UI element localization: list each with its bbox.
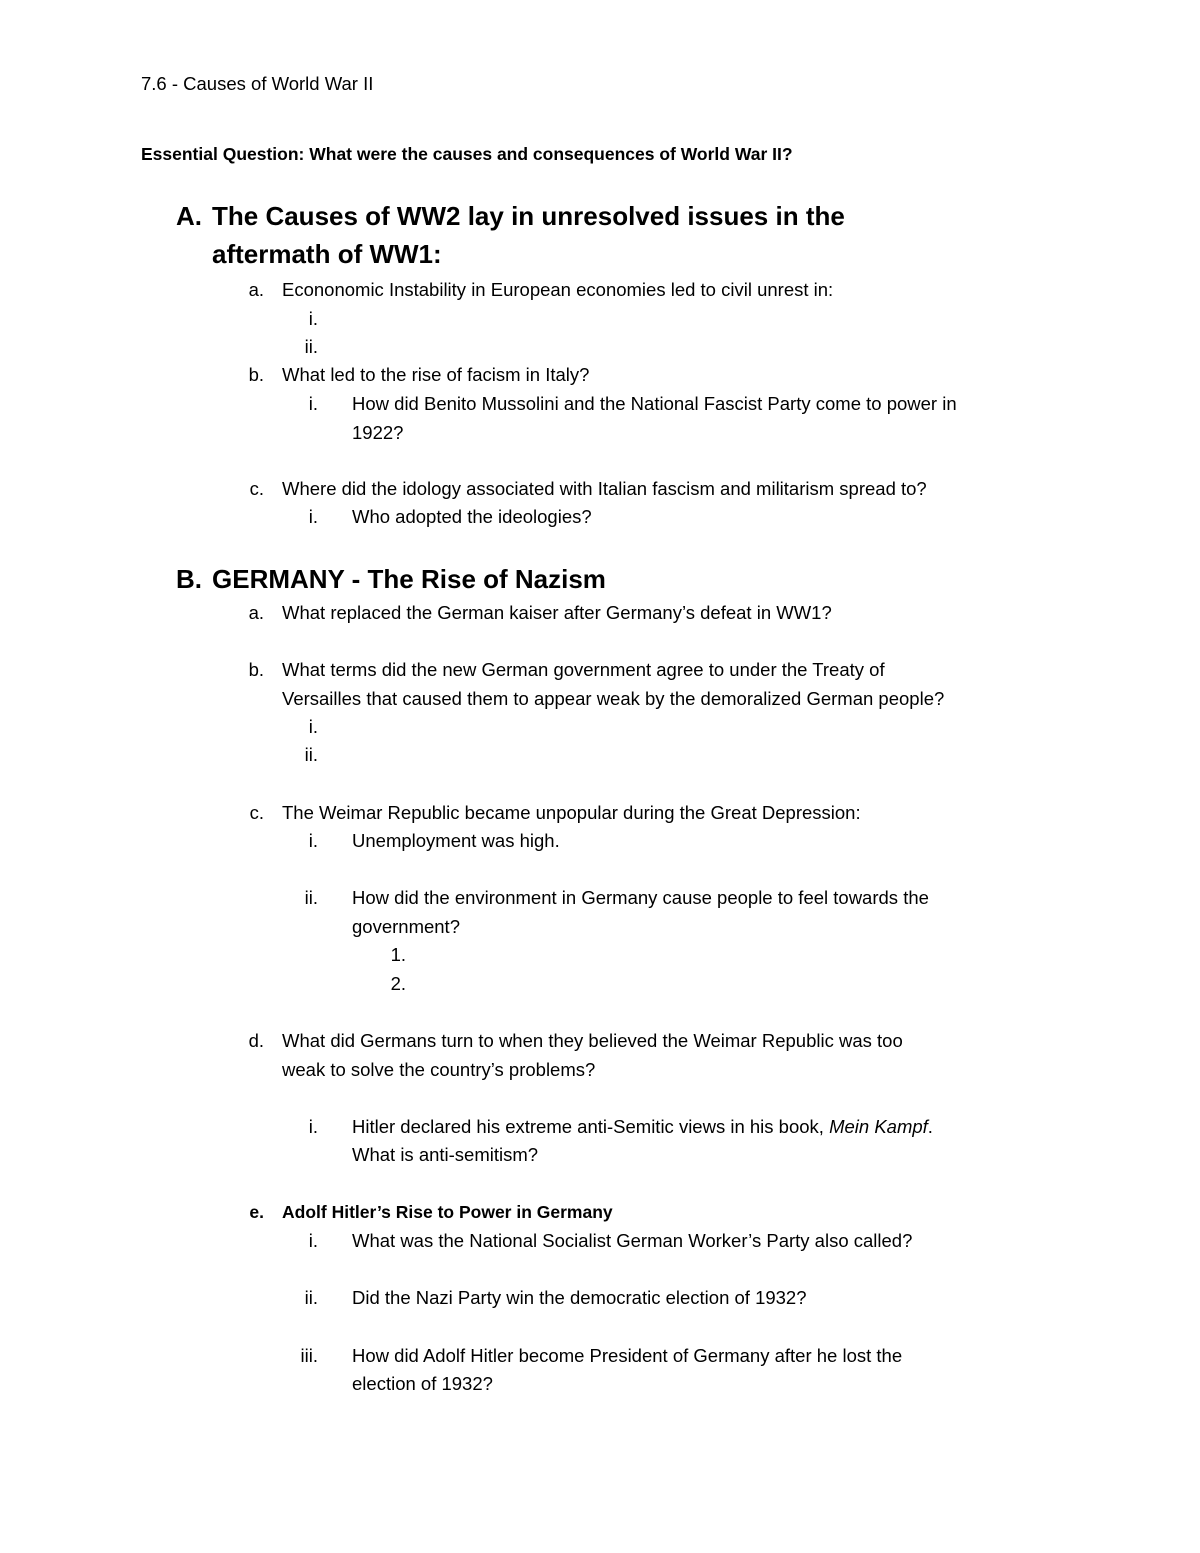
list-item-text: What terms did the new German government agree to under the Treaty of	[282, 659, 885, 680]
list-item-text: How did Benito Mussolini and the National Fascist Party come to power in	[352, 393, 957, 414]
list-marker: i.	[308, 506, 318, 527]
list-marker: ii.	[304, 887, 318, 908]
list-item-text-cont: government?	[352, 916, 460, 937]
list-item-text	[352, 1118, 933, 1137]
list-marker: b.	[248, 659, 264, 680]
list-marker: iii.	[300, 1345, 318, 1366]
list-item-text-cont: weak to solve the country’s problems?	[282, 1059, 596, 1080]
list-marker: ii.	[304, 336, 318, 357]
list-item-text: Did the Nazi Party win the democratic election of 1932?	[352, 1287, 807, 1308]
list-marker: c.	[249, 478, 264, 499]
list-item-text: Unemployment was high.	[352, 830, 560, 851]
list-item-text: Econonomic Instability in European economies led to civil unrest in:	[282, 279, 834, 300]
list-item-text: The Weimar Republic became unpopular during the Great Depression:	[282, 802, 861, 823]
list-marker: a.	[248, 602, 264, 623]
list-item-text-cont: election of 1932?	[352, 1373, 493, 1394]
list-marker: a.	[248, 279, 264, 300]
list-marker: ii.	[304, 744, 318, 765]
list-item-text: How did Adolf Hitler become President of Germany after he lost the	[352, 1345, 903, 1366]
list-item-text: What led to the rise of facism in Italy?	[282, 364, 590, 385]
list-marker: i.	[308, 393, 318, 414]
list-item-text-cont: What is anti-semitism?	[352, 1144, 539, 1165]
essential-question: Essential Question: What were the causes and consequences of World War II?	[141, 144, 793, 164]
list-marker: i.	[308, 1230, 318, 1251]
list-marker: d.	[248, 1030, 264, 1051]
list-item-text: Who adopted the ideologies?	[352, 506, 592, 527]
subsection-heading: Adolf Hitler’s Rise to Power in Germany	[282, 1202, 613, 1222]
list-item-text: What was the National Socialist German Worker’s Party also called?	[352, 1230, 913, 1251]
section-b-marker: B.	[176, 564, 202, 594]
list-item-text: What replaced the German kaiser after Germany’s defeat in WW1?	[282, 602, 832, 623]
book-title: Mein Kampf	[829, 1116, 928, 1137]
section-a-heading-cont: aftermath of WW1:	[212, 239, 442, 269]
list-marker: b.	[248, 364, 264, 385]
list-item-text-cont: 1922?	[352, 422, 404, 443]
section-b-heading: GERMANY - The Rise of Nazism	[212, 564, 606, 594]
list-marker: i.	[308, 830, 318, 851]
list-marker: e.	[249, 1202, 264, 1222]
document-title: 7.6 - Causes of World War II	[141, 73, 374, 94]
list-item-text: How did the environment in Germany cause people to feel towards the	[352, 887, 929, 908]
list-marker: i.	[308, 716, 318, 737]
list-item-text: Where did the idology associated with Italian fascism and militarism spread to?	[282, 478, 927, 499]
section-a-heading: The Causes of WW2 lay in unresolved issues in the	[212, 201, 845, 231]
list-marker: 2.	[390, 973, 406, 994]
list-marker: c.	[249, 802, 264, 823]
list-marker: ii.	[304, 1287, 318, 1308]
list-item-text: What did Germans turn to when they believed the Weimar Republic was too	[282, 1030, 903, 1051]
list-item-text-cont: Versailles that caused them to appear weak by the demoralized German people?	[282, 688, 945, 709]
section-a-marker: A.	[176, 201, 202, 231]
list-marker: i.	[308, 308, 318, 329]
list-item-text-part: .	[927, 1116, 933, 1137]
list-marker: 1.	[390, 944, 406, 965]
list-item-text-part: Hitler declared his extreme anti-Semitic views in his book,	[352, 1116, 830, 1137]
list-marker: i.	[308, 1116, 318, 1137]
